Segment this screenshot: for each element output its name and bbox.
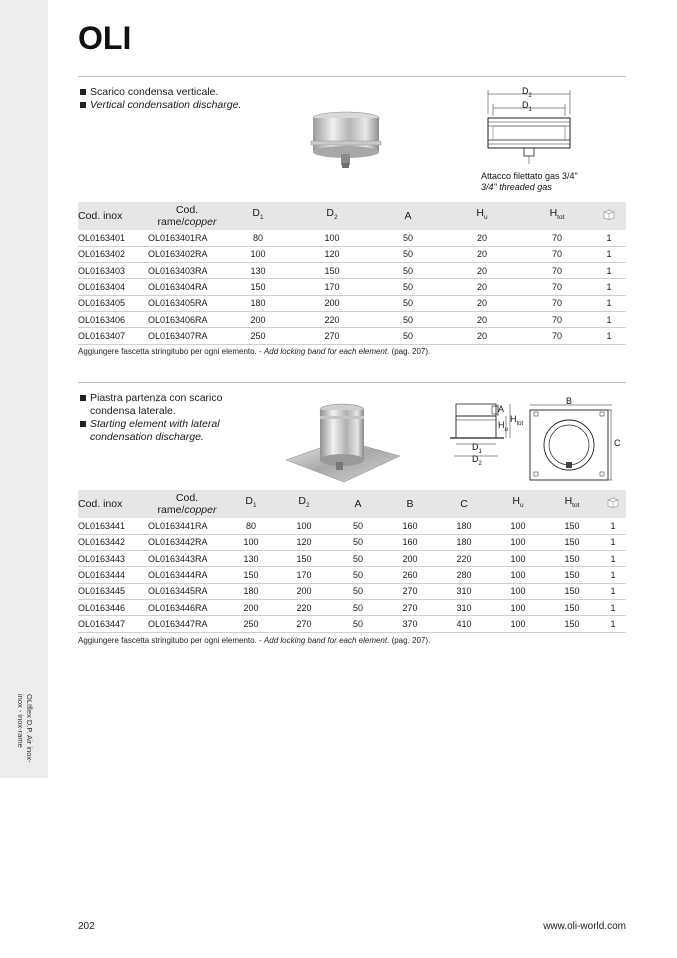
table-cell: 180	[436, 518, 492, 534]
table-cell: OL0163401RA	[148, 230, 226, 246]
diagram1-d2-label: $D_2$	[522, 86, 532, 99]
table-cell: 50	[374, 230, 442, 246]
table-row	[78, 246, 626, 262]
table-cell: 100	[492, 518, 544, 534]
table-cell: 70	[522, 328, 592, 344]
col-a: A	[374, 202, 442, 230]
divider	[78, 382, 626, 383]
col-package	[600, 490, 626, 518]
table-cell: 20	[442, 246, 522, 262]
table-cell: 180	[436, 534, 492, 550]
table-cell: 20	[442, 230, 522, 246]
table-cell: 50	[332, 551, 384, 567]
col-d2: $D_2$	[276, 490, 332, 518]
table-cell: 100	[492, 551, 544, 567]
table-cell: 250	[226, 328, 290, 344]
col-cod-rame: Cod. rame/copper	[148, 202, 226, 230]
table-cell: 150	[544, 551, 600, 567]
section2-note: Aggiungere fascetta stringitubo per ogni elemento. - Add locking band for each element. (pag. 207).	[78, 636, 431, 645]
table-cell: 50	[374, 328, 442, 344]
table-row	[78, 230, 626, 246]
diagram1-d1-label: $D_1$	[522, 100, 532, 113]
table-cell: 50	[374, 263, 442, 279]
box-package-icon	[603, 209, 615, 220]
table-cell: 50	[332, 599, 384, 615]
table-cell: 150	[226, 279, 290, 295]
section1-note: Aggiungere fascetta stringitubo per ogni elemento. - Add locking band for each element. (pag. 207).	[78, 347, 431, 356]
table-row	[78, 534, 626, 550]
table-cell: 1	[600, 534, 626, 550]
diagram2-a-label: A	[498, 404, 505, 414]
section2-title-it-1: Piastra partenza con scarico	[80, 392, 222, 405]
table-cell: 150	[290, 263, 374, 279]
table-cell: 70	[522, 311, 592, 327]
table-cell: OL0163407RA	[148, 328, 226, 344]
table-cell: 100	[290, 230, 374, 246]
divider	[78, 76, 626, 77]
table-cell: 50	[374, 311, 442, 327]
technical-drawing-top-view	[526, 400, 616, 482]
table-cell: 70	[522, 230, 592, 246]
section2-title-en-1: Starting element with lateral	[80, 418, 222, 431]
table-cell: 70	[522, 295, 592, 311]
table-cell: 270	[384, 583, 436, 599]
table-header-row	[78, 490, 626, 518]
table-cell: 220	[436, 551, 492, 567]
table-row	[78, 518, 626, 534]
section1-title-it: Scarico condensa verticale.	[80, 86, 241, 99]
col-htot: $H_{tot}$	[544, 490, 600, 518]
table-cell: 280	[436, 567, 492, 583]
table-cell: 20	[442, 295, 522, 311]
table-cell: OL0163447RA	[148, 616, 226, 632]
product-photo-starting-element	[284, 400, 402, 484]
table-cell: OL0163447	[78, 616, 148, 632]
table-cell: 100	[226, 534, 276, 550]
table-cell: 1	[592, 230, 626, 246]
table-cell: 100	[492, 534, 544, 550]
table-cell: OL0163407	[78, 328, 148, 344]
table-cell: 1	[600, 567, 626, 583]
col-cod-inox: Cod. inox	[78, 202, 148, 230]
table-cell: 150	[544, 518, 600, 534]
table-cell: OL0163442	[78, 534, 148, 550]
table-cell: 160	[384, 518, 436, 534]
table-cell: 50	[332, 583, 384, 599]
table-cell: OL0163402	[78, 246, 148, 262]
product-photo-vertical-discharge	[308, 110, 386, 172]
spec-table-starting-element	[78, 490, 626, 633]
table-cell: 50	[332, 534, 384, 550]
section2-title-it-2: condensa laterale.	[90, 405, 176, 417]
page-number: 202	[78, 921, 95, 932]
table-cell: 1	[600, 616, 626, 632]
table-cell: 1	[600, 583, 626, 599]
col-hu: $H_u$	[442, 202, 522, 230]
col-d1: $D_1$	[226, 202, 290, 230]
col-cod-rame: Cod. rame/copper	[148, 490, 226, 518]
table-cell: 20	[442, 311, 522, 327]
table-cell: OL0163446RA	[148, 599, 226, 615]
diagram2-d1-label: $D_1$	[472, 442, 482, 455]
table-cell: 270	[290, 328, 374, 344]
table-cell: 1	[592, 295, 626, 311]
table-cell: OL0163443RA	[148, 551, 226, 567]
table-cell: 100	[226, 246, 290, 262]
table-cell: OL0163444	[78, 567, 148, 583]
section2-title-en-2: condensation discharge.	[90, 431, 204, 443]
table-row	[78, 328, 626, 344]
table-cell: 250	[226, 616, 276, 632]
col-a: A	[332, 490, 384, 518]
table-row	[78, 583, 626, 599]
box-package-icon	[607, 497, 619, 508]
table-row	[78, 263, 626, 279]
diagram2-htot-label: $H_{tot}$	[510, 414, 524, 427]
table-cell: 1	[592, 246, 626, 262]
table-cell: 100	[492, 616, 544, 632]
table-cell: 1	[600, 599, 626, 615]
table-cell: 100	[492, 583, 544, 599]
col-b: B	[384, 490, 436, 518]
table-cell: 50	[374, 246, 442, 262]
diagram2-c-label: C	[614, 438, 621, 448]
table-cell: 120	[276, 534, 332, 550]
table-cell: 200	[290, 295, 374, 311]
table-cell: 170	[276, 567, 332, 583]
table-cell: 120	[290, 246, 374, 262]
table-cell: 180	[226, 583, 276, 599]
table-cell: 20	[442, 328, 522, 344]
table-cell: 20	[442, 263, 522, 279]
diagram1-caption-it: Attacco filettato gas 3/4"	[481, 171, 578, 181]
table-cell: 220	[290, 311, 374, 327]
table-cell: OL0163441RA	[148, 518, 226, 534]
table-cell: OL0163445	[78, 583, 148, 599]
table-cell: 200	[226, 311, 290, 327]
section1-description	[80, 86, 241, 112]
table-cell: OL0163445RA	[148, 583, 226, 599]
col-hu: $H_u$	[492, 490, 544, 518]
table-cell: 170	[290, 279, 374, 295]
diagram2-b-label: B	[566, 396, 573, 406]
table-cell: OL0163443	[78, 551, 148, 567]
table-cell: 160	[384, 534, 436, 550]
table-cell: 1	[592, 263, 626, 279]
table-row	[78, 616, 626, 632]
spec-table-vertical-discharge	[78, 202, 626, 345]
table-cell: 1	[592, 311, 626, 327]
technical-drawing-side-view	[448, 400, 528, 466]
table-cell: 50	[332, 616, 384, 632]
oli-logo	[78, 22, 138, 54]
table-cell: 80	[226, 230, 290, 246]
side-tab-label: OLIflex D.P. Air inox-inox - inox-rame	[16, 694, 34, 763]
table-cell: 310	[436, 599, 492, 615]
table-row	[78, 551, 626, 567]
col-c: C	[436, 490, 492, 518]
table-header-row	[78, 202, 626, 230]
table-row	[78, 599, 626, 615]
table-cell: 150	[544, 534, 600, 550]
table-cell: OL0163404	[78, 279, 148, 295]
table-cell: OL0163403RA	[148, 263, 226, 279]
table-cell: 50	[374, 279, 442, 295]
side-tab	[0, 0, 48, 778]
table-cell: 130	[226, 551, 276, 567]
col-d2: $D_2$	[290, 202, 374, 230]
table-cell: OL0163404RA	[148, 279, 226, 295]
section1-title-en: Vertical condensation discharge.	[80, 99, 241, 112]
table-cell: 220	[276, 599, 332, 615]
table-row	[78, 279, 626, 295]
logo-text: OLI	[78, 22, 132, 54]
table-cell: OL0163406	[78, 311, 148, 327]
col-htot: $H_{tot}$	[522, 202, 592, 230]
table-cell: 80	[226, 518, 276, 534]
section2-description	[80, 392, 222, 444]
table-cell: OL0163401	[78, 230, 148, 246]
diagram2-d2-label: $D_2$	[472, 454, 482, 467]
diagram1-caption-en: 3/4" threaded gas	[481, 182, 552, 192]
table-cell: 200	[384, 551, 436, 567]
col-d1: $D_1$	[226, 490, 276, 518]
table-cell: 260	[384, 567, 436, 583]
table-cell: 100	[492, 599, 544, 615]
table-cell: OL0163405RA	[148, 295, 226, 311]
table-cell: OL0163444RA	[148, 567, 226, 583]
table-cell: 50	[332, 518, 384, 534]
table-row	[78, 295, 626, 311]
table-row	[78, 567, 626, 583]
table-cell: 150	[276, 551, 332, 567]
table-cell: 20	[442, 279, 522, 295]
table-cell: OL0163405	[78, 295, 148, 311]
table-cell: 100	[276, 518, 332, 534]
col-cod-inox: Cod. inox	[78, 490, 148, 518]
table-cell: 370	[384, 616, 436, 632]
table-cell: 200	[276, 583, 332, 599]
website-link[interactable]: www.oli-world.com	[543, 921, 626, 932]
table-cell: 150	[226, 567, 276, 583]
table-cell: OL0163441	[78, 518, 148, 534]
diagram2-hu-label: $H_u$	[498, 420, 508, 433]
table-cell: 70	[522, 279, 592, 295]
table-cell: 310	[436, 583, 492, 599]
table-cell: 410	[436, 616, 492, 632]
table-cell: 150	[544, 616, 600, 632]
table-cell: OL0163402RA	[148, 246, 226, 262]
table-cell: 270	[384, 599, 436, 615]
table-cell: OL0163406RA	[148, 311, 226, 327]
table-cell: 50	[374, 295, 442, 311]
table-cell: 70	[522, 263, 592, 279]
table-cell: 1	[592, 279, 626, 295]
table-cell: 1	[600, 551, 626, 567]
table-cell: 100	[492, 567, 544, 583]
table-cell: 1	[592, 328, 626, 344]
table-row	[78, 311, 626, 327]
table-cell: 130	[226, 263, 290, 279]
table-cell: 50	[332, 567, 384, 583]
table-cell: 180	[226, 295, 290, 311]
table-cell: OL0163403	[78, 263, 148, 279]
table-cell: 150	[544, 599, 600, 615]
table-cell: 70	[522, 246, 592, 262]
table-cell: OL0163442RA	[148, 534, 226, 550]
table-cell: 200	[226, 599, 276, 615]
col-package	[592, 202, 626, 230]
table-cell: 1	[600, 518, 626, 534]
table-cell: OL0163446	[78, 599, 148, 615]
table-cell: 270	[276, 616, 332, 632]
table-cell: 150	[544, 567, 600, 583]
table-cell: 150	[544, 583, 600, 599]
